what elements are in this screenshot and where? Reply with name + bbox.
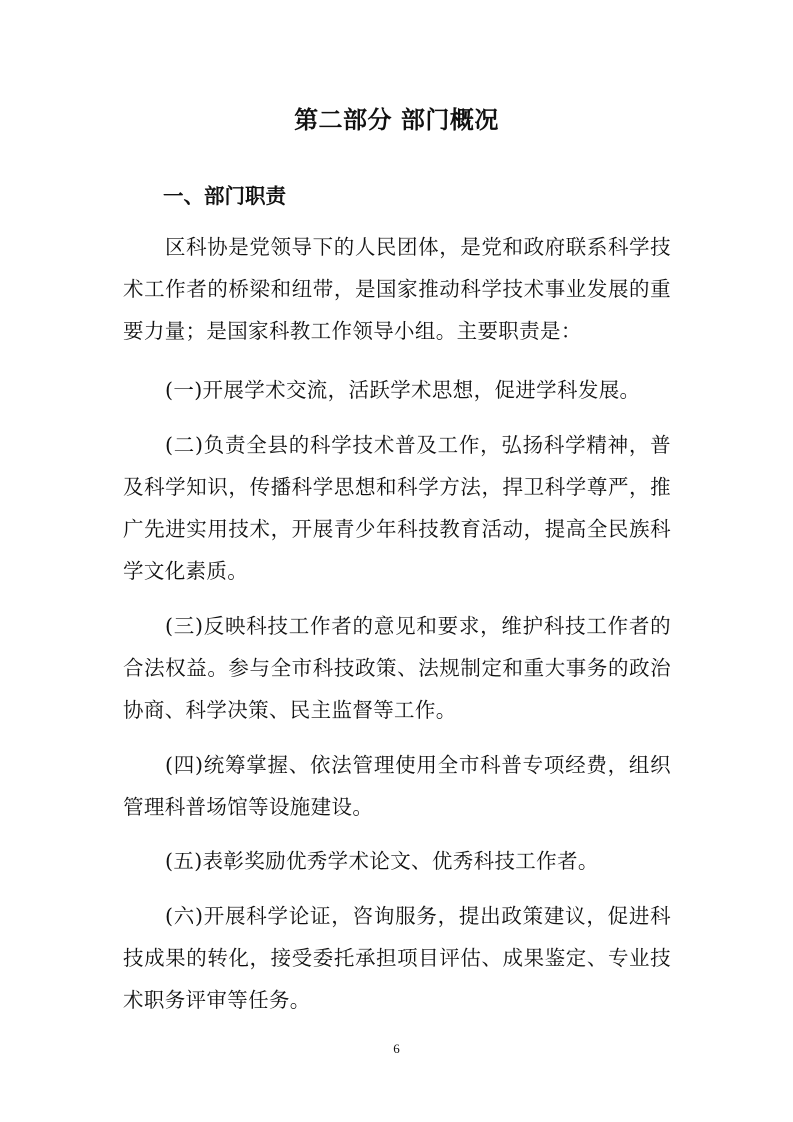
page-number: 6 bbox=[393, 1041, 400, 1056]
paragraph-duty-1: (一)开展学术交流，活跃学术思想，促进学科发展。 bbox=[165, 378, 641, 402]
paragraph-duty-2: (二)负责全县的科学技术普及工作，弘扬科学精神，普及科学知识，传播科学思想和科学方法，捍卫科学尊严，推广先进实用技术，开展青少年科技教育活动，提高全民族科学文化素质。 bbox=[123, 433, 671, 583]
paragraph-duty-4: (四)统筹掌握、依法管理使用全市科普专项经费，组织管理科普场馆等设施建设。 bbox=[123, 753, 671, 819]
paragraph-duty-6: (六)开展科学论证，咨询服务，提出政策建议，促进科技成果的转化，接受委托承担项目评估、成果鉴定、专业技术职务评审等任务。 bbox=[123, 904, 671, 1012]
section-heading: 一、部门职责 bbox=[163, 184, 286, 208]
page-title: 第二部分 部门概况 bbox=[294, 106, 499, 134]
paragraph-duty-3: (三)反映科技工作者的意见和要求，维护科技工作者的合法权益。参与全市科技政策、法规制定和重大事务的政治协商、科学决策、民主监督等工作。 bbox=[123, 614, 671, 722]
paragraph-duty-5: (五)表彰奖励优秀学术论文、优秀科技工作者。 bbox=[165, 849, 599, 873]
paragraph-intro: 区科协是党领导下的人民团体，是党和政府联系科学技术工作者的桥梁和纽带，是国家推动科学技术事业发展的重要力量；是国家科教工作领导小组。主要职责是： bbox=[123, 235, 671, 343]
